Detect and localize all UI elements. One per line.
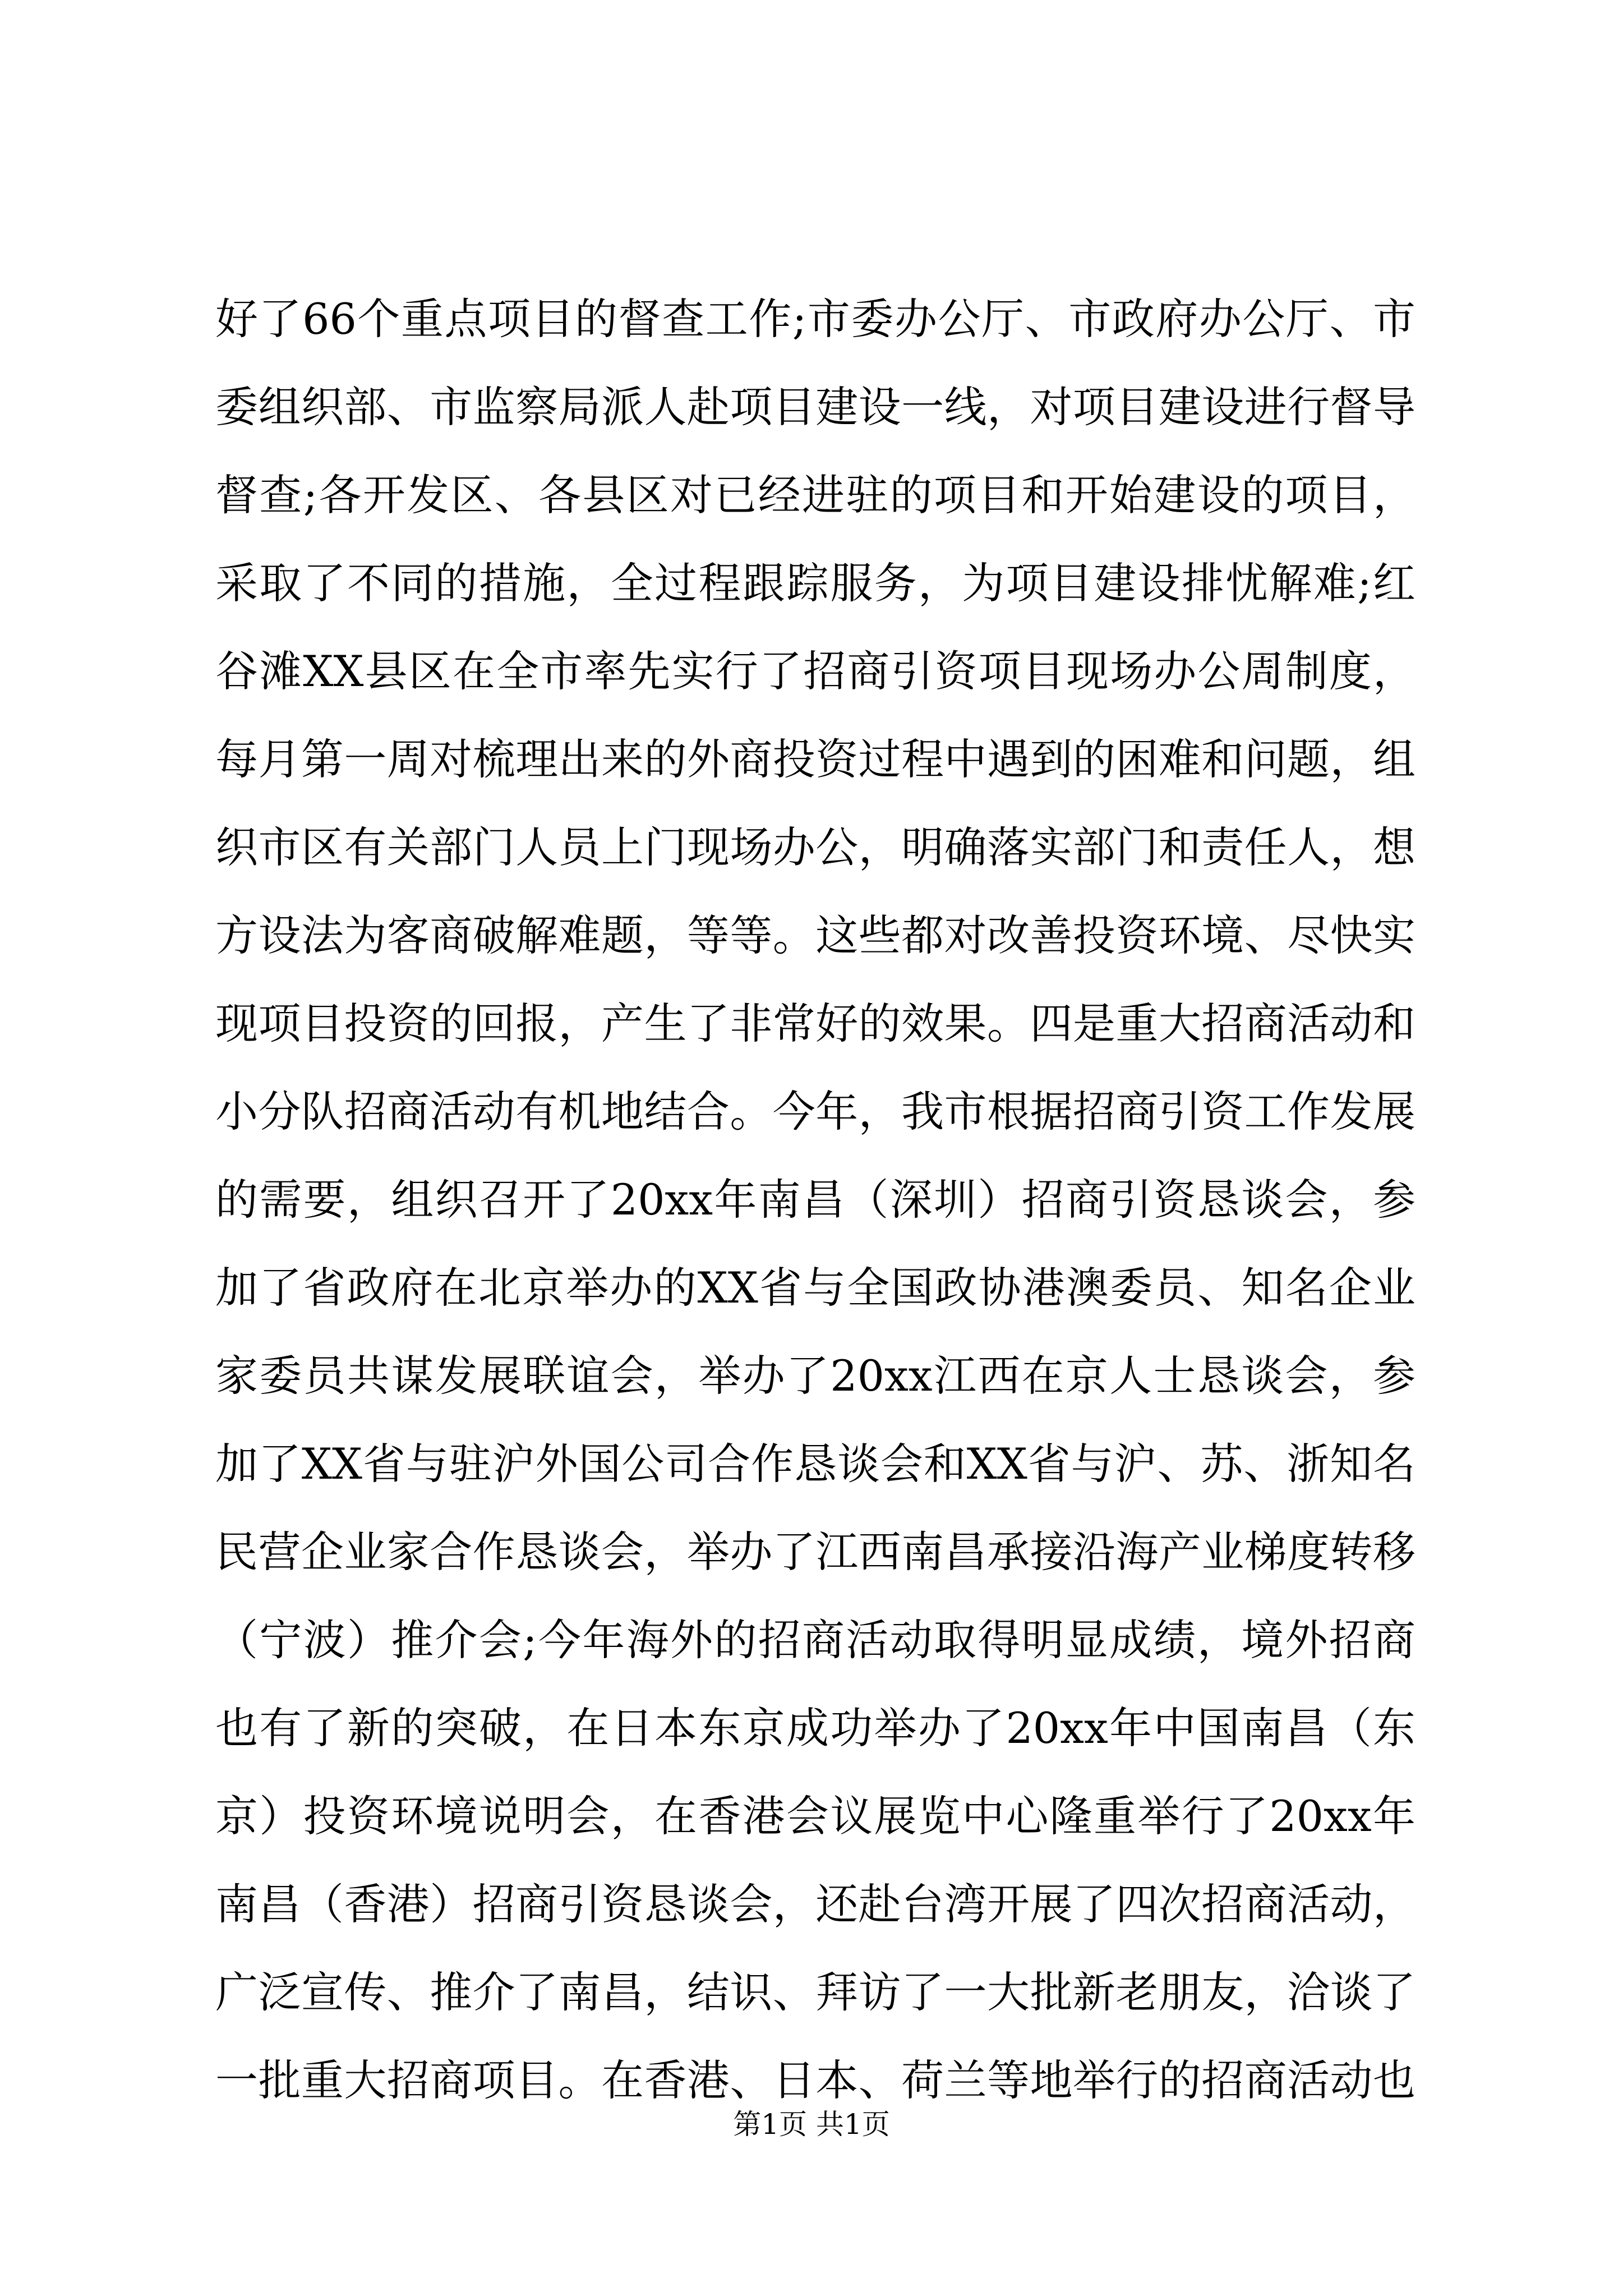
page-footer	[0, 2105, 1623, 2144]
text-line: 京）投资环境说明会，在香港会议展览中心隆重举行了20xx年	[215, 1791, 1415, 1841]
text-line: 也有了新的突破，在日本东京成功举办了20xx年中国南昌（东	[215, 1703, 1415, 1753]
text-line: 南昌（香港）招商引资恳谈会，还赴台湾开展了四次招商活动，	[215, 1879, 1415, 1929]
text-line: 每月第一周对梳理出来的外商投资过程中遇到的困难和问题，组	[215, 734, 1415, 784]
text-line: 委组织部、市监察局派人赴项目建设一线，对项目建设进行督导	[215, 382, 1415, 432]
text-line: （宁波）推介会;今年海外的招商活动取得明显成绩，境外招商	[215, 1615, 1415, 1665]
text-line: 现项目投资的回报，产生了非常好的效果。四是重大招商活动和	[215, 999, 1415, 1048]
text-line: 的需要，组织召开了20xx年南昌（深圳）招商引资恳谈会，参	[215, 1175, 1415, 1225]
text-line: 谷滩XX县区在全市率先实行了招商引资项目现场办公周制度，	[215, 646, 1415, 696]
text-line: 督查;各开发区、各县区对已经进驻的项目和开始建设的项目，	[215, 470, 1415, 520]
text-line: 加了XX省与驻沪外国公司合作恳谈会和XX省与沪、苏、浙知名	[215, 1439, 1415, 1489]
text-line: 织市区有关部门人员上门现场办公，明确落实部门和责任人，想	[215, 822, 1415, 872]
text-line: 方设法为客商破解难题，等等。这些都对改善投资环境、尽快实	[215, 910, 1415, 960]
text-line: 采取了不同的措施，全过程跟踪服务，为项目建设排忧解难;红	[215, 558, 1415, 608]
text-line: 一批重大招商项目。在香港、日本、荷兰等地举行的招商活动也	[215, 2055, 1415, 2105]
text-line: 加了省政府在北京举办的XX省与全国政协港澳委员、知名企业	[215, 1263, 1415, 1313]
text-line: 好了66个重点项目的督查工作;市委办公厅、市政府办公厅、市	[215, 294, 1415, 344]
page-number: 第1页 共1页	[733, 2108, 890, 2141]
text-line: 广泛宣传、推介了南昌，结识、拜访了一大批新老朋友，洽谈了	[215, 1967, 1415, 2017]
body-paragraph	[215, 275, 1415, 2124]
text-line: 家委员共谋发展联谊会，举办了20xx江西在京人士恳谈会，参	[215, 1351, 1415, 1401]
text-line: 民营企业家合作恳谈会，举办了江西南昌承接沿海产业梯度转移	[215, 1527, 1415, 1577]
text-line: 小分队招商活动有机地结合。今年，我市根据招商引资工作发展	[215, 1087, 1415, 1137]
